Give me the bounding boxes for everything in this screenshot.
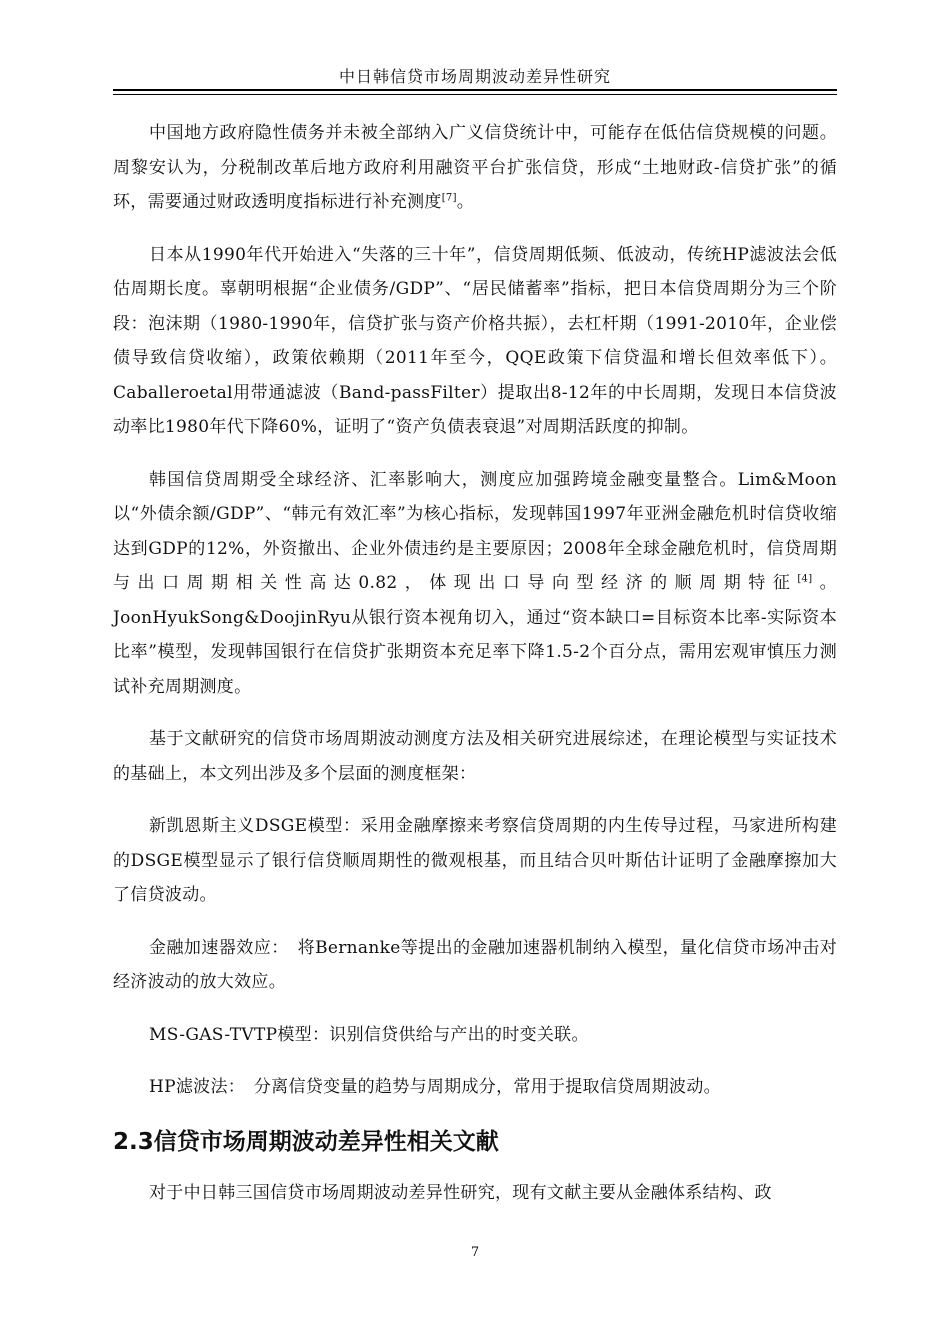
paragraph-text: 中国地方政府隐性债务并未被全部纳入广义信贷统计中，可能存在低估信贷规模的问题。周黎安认为，分税制改革后地方政府利用融资平台扩张信贷，形成“土地财政-信贷扩张”的循环，需要通过财政透明度指标进行补充测度 [113,123,837,212]
paragraph-korea-credit-cycle [113,463,837,705]
page-number: 7 [470,1245,480,1260]
paragraph-text: 新凯恩斯主义DSGE模型：采用金融摩擦来考察信贷周期的内生传导过程，马家进所构建的DSGE模型显示了银行信贷顺周期性的微观根基，而且结合贝叶斯估计证明了金融摩擦加大了信贷波动。 [113,816,837,905]
paragraph-framework-intro [113,722,837,791]
paragraph-text: MS-GAS-TVTP模型：识别信贷供给与产出的时变关联。 [149,1024,589,1045]
paragraph-tail: 。 [456,192,475,212]
section-heading: 2.3信贷市场周期波动差异性相关文献 [113,1129,499,1155]
paragraph-hp-filter [113,1070,837,1105]
citation: [7] [441,192,457,204]
header-rule-thin [113,94,837,95]
paragraph-financial-accelerator [113,931,837,1000]
paragraph-tail: 。JoonHyukSong&DoojinRyu从银行资本视角切入，通过“资本缺口=目标资本比率-实际资本比率”模型，发现韩国银行在信贷扩张期资本充足率下降1.5-2个百分点，需用宏观审慎压力测试补充周期测度。 [113,573,837,697]
paragraph-text: 基于文献研究的信贷市场周期波动测度方法及相关研究进展综述，在理论模型与实证技术的基础上，本文列出涉及多个层面的测度框架： [113,729,837,784]
section-first-line: 对于中日韩三国信贷市场周期波动差异性研究，现有文献主要从金融体系结构、政 [149,1183,772,1203]
paragraph-text: 金融加速器效应： 将Bernanke等提出的金融加速器机制纳入模型，量化信贷市场冲击对经济波动的放大效应。 [113,937,837,992]
paragraph-text: 日本从1990年代开始进入“失落的三十年”，信贷周期低频、低波动，传统HP滤波法会低估周期长度。辜朝明根据“企业债务/GDP”、“居民储蓄率”指标，把日本信贷周期分为三个阶段：泡沫期（1980-1990年，信贷扩张与资产价格共振），去杠杆期（1991-2010年，企业偿债导致信贷收缩），政策依赖期（2011年至今，QQE政策下信贷温和增长但效率低下）。Caballeroetal用带通滤波（Band-passFilter）提取出8-12年的中长周期，发现日本信贷波动率比1980年代下降60%，证明了“资产负债表衰退”对周期活跃度的抑制。 [113,244,837,437]
paragraph-china-hidden-debt [113,116,837,220]
paragraph-text: HP滤波法： 分离信贷变量的趋势与周期成分，常用于提取信贷周期波动。 [149,1077,721,1097]
paragraph-ms-gas-tvtp [113,1018,837,1053]
paragraph-dsge-model [113,809,837,913]
citation: [4] [797,573,813,585]
header-rule-thick [113,89,837,91]
paragraph-text: 韩国信贷周期受全球经济、汇率影响大，测度应加强跨境金融变量整合。Lim&Moon以“外债余额/GDP”、“韩元有效汇率”为核心指标，发现韩国1997年亚洲金融危机时信贷收缩达到GDP的12%，外资撤出、企业外债违约是主要原因；2008年全球金融危机时，信贷周期与出口周期相关性高达0.82，体现出口导向型经济的顺周期特征 [113,469,837,593]
running-header: 中日韩信贷市场周期波动差异性研究 [338,67,611,86]
body-text [113,116,837,1123]
paragraph-japan-credit-cycle [113,238,837,445]
